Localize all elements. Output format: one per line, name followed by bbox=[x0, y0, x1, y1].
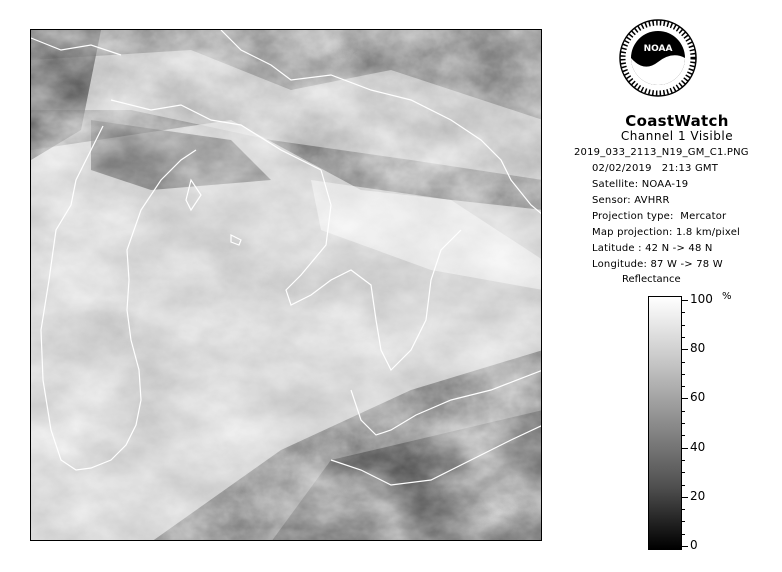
colorbar-tick-label: 80 bbox=[690, 341, 706, 356]
colorbar-minor-tick bbox=[682, 362, 685, 363]
colorbar-tick-label: 100 bbox=[690, 292, 713, 306]
filename-text: 2019_033_2113_N19_GM_C1.PNG bbox=[574, 147, 749, 158]
colorbar-minor-tick bbox=[682, 472, 685, 473]
map-projection-text: Map projection: 1.8 km/pixel bbox=[592, 227, 741, 238]
colorbar-tick bbox=[682, 546, 688, 547]
sensor-text: Sensor: AVHRR bbox=[592, 195, 670, 206]
colorbar-tick-label: 20 bbox=[690, 488, 706, 503]
longitude-text: Longitude: 87 W -> 78 W bbox=[592, 259, 723, 270]
satellite-map bbox=[31, 30, 542, 541]
latitude-text: Latitude : 42 N -> 48 N bbox=[592, 243, 713, 254]
colorbar-minor-tick bbox=[682, 460, 685, 461]
colorbar-tick bbox=[682, 349, 688, 350]
colorbar-tick-label: 40 bbox=[690, 439, 706, 454]
reflectance-colorbar bbox=[648, 296, 682, 550]
colorbar-minor-tick bbox=[682, 521, 685, 522]
colorbar-tick bbox=[682, 497, 688, 498]
channel-subtitle: Channel 1 Visible bbox=[620, 129, 734, 143]
colorbar-minor-tick bbox=[682, 485, 685, 486]
page-title: CoastWatch bbox=[625, 112, 729, 130]
colorbar-minor-tick bbox=[682, 509, 685, 510]
colorbar-tick-label: 0 bbox=[690, 538, 698, 552]
satellite-image bbox=[30, 29, 542, 541]
colorbar-tick bbox=[682, 398, 688, 399]
colorbar-minor-tick bbox=[682, 312, 685, 313]
colorbar-minor-tick bbox=[682, 534, 685, 535]
logo-text: NOAA bbox=[643, 44, 673, 54]
satellite-text: Satellite: NOAA-19 bbox=[592, 179, 689, 190]
colorbar-tick-label: 60 bbox=[690, 390, 706, 405]
colorbar-minor-tick bbox=[682, 325, 685, 326]
colorbar-minor-tick bbox=[682, 337, 685, 338]
colorbar-minor-tick bbox=[682, 386, 685, 387]
noaa-logo-icon bbox=[618, 18, 698, 98]
colorbar-minor-tick bbox=[682, 435, 685, 436]
projection-type-text: Projection type: Mercator bbox=[592, 211, 727, 222]
colorbar-unit: % bbox=[722, 291, 732, 302]
colorbar-minor-tick bbox=[682, 411, 685, 412]
colorbar-minor-tick bbox=[682, 374, 685, 375]
colorbar-tick bbox=[682, 448, 688, 449]
colorbar-tick bbox=[682, 300, 688, 301]
colorbar-label: Reflectance bbox=[622, 274, 681, 285]
datetime-text: 02/02/2019 21:13 GMT bbox=[592, 163, 719, 174]
colorbar-minor-tick bbox=[682, 423, 685, 424]
